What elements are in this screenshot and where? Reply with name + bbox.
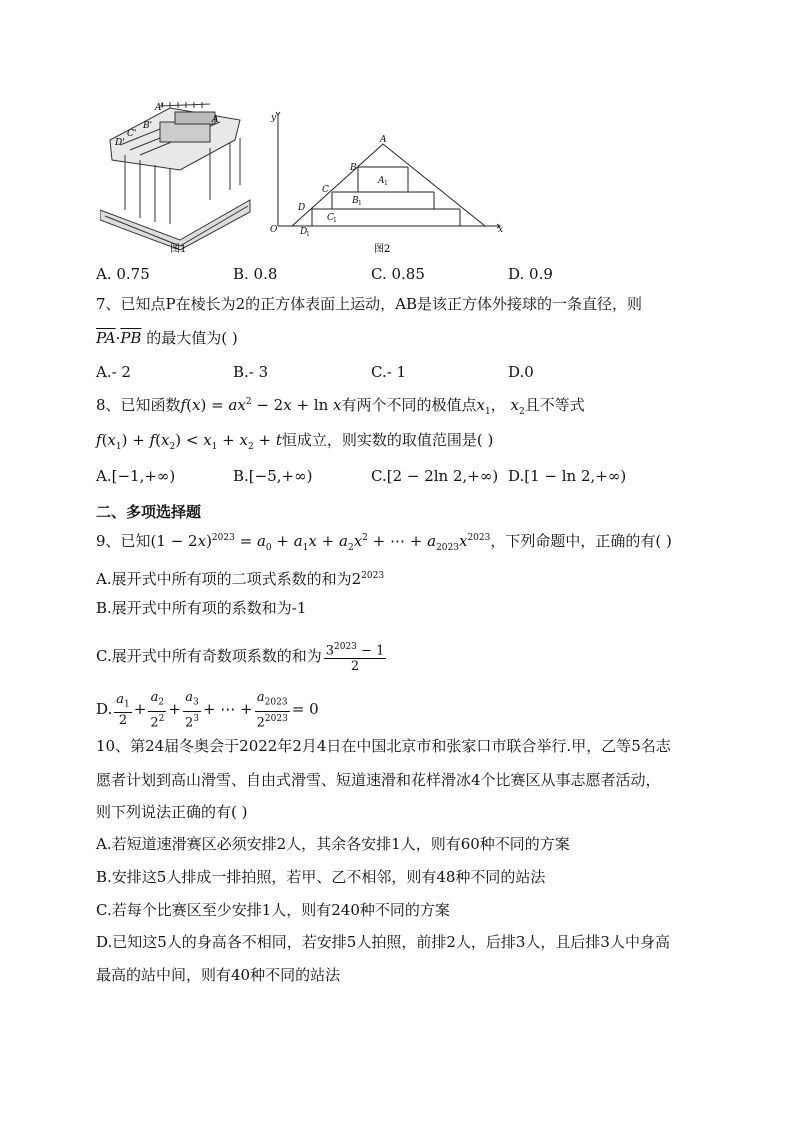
- q9-option-a: A.展开式中所有项的二项式系数的和为$2^{2023}$: [96, 570, 385, 588]
- q7-option-c: C.- 1: [371, 363, 407, 381]
- q10-option-b: B.安排这5人排成一排拍照，若甲、乙不相邻，则有48种不同的站法: [96, 868, 546, 886]
- q10-option-d-line1: D.已知这5人的身高各不相同，若安排5人拍照，前排2人，后排3人，且后排3人中身高: [96, 933, 670, 951]
- q9-stem-pre: 9、已知: [96, 532, 151, 550]
- figure-illustrations: [100, 100, 520, 258]
- fig2-label-b: B: [350, 163, 357, 173]
- q9-option-a-exponent: 2023: [361, 571, 385, 581]
- q7-stem: 7、已知点P在棱长为2的正方体表面上运动，AB是该正方体外接球的一条直径，则: [96, 295, 643, 313]
- q9-stem-post: ，下列命题中，正确的有( ): [490, 532, 672, 550]
- q9-stem: 9、已知$(1 - 2x)^{2023} = a_0 + a_1x + a_2x^2$ + ⋯ + $a_{2023}x^{2023}$，下列命题中，正确的有( ): [96, 532, 672, 553]
- q8-option-b: B.[−5,+∞): [233, 467, 313, 485]
- q8-stem-line2-post: 恒成立，则实数的取值范围是( ): [281, 431, 494, 449]
- q9-option-b: B.展开式中所有项的系数和为-1: [96, 599, 307, 617]
- fig2-label-c1-sub: 1: [333, 217, 337, 224]
- q8-function: f: [180, 396, 187, 414]
- fig2-label-d: D: [298, 203, 306, 213]
- q7-vector-pa: $\overline{PA}$: [96, 329, 116, 347]
- q7-vector-pb: $\overline{PB}$: [120, 329, 142, 347]
- q8-option-c: C.[2 − 2ln 2,+∞): [371, 467, 499, 485]
- section-heading-multiple-choice: 二、多项选择题: [96, 503, 202, 521]
- q9-option-d-prefix: D.: [96, 699, 113, 718]
- q9-option-d: D. $\frac{a_1}{2}$ + $\frac{a_2}{2^2}$ + $\frac{a_3}{2^3}$ + ⋯ + $\frac{a_{2023}}{2^{2023}}$ = 0: [96, 690, 319, 730]
- fig2-origin: O: [270, 225, 278, 235]
- q8-stem-mid: 有两个不同的极值点: [341, 396, 477, 414]
- q6-option-d: D. 0.9: [508, 265, 553, 283]
- fig2-label-c1: C: [327, 213, 334, 223]
- q8-stem-line2: $f(x_1) + f(x_2) < x_1 + x_2 + t$恒成立，则实数的取值范围是( ): [96, 431, 494, 452]
- fig1-label-d-prime: D': [115, 138, 125, 148]
- fig2-label-c: C: [322, 185, 329, 195]
- q7-option-b: B.- 3: [233, 363, 269, 381]
- fig1-building-drawing: [100, 102, 250, 250]
- q8-option-a: A.[−1,+∞): [96, 467, 176, 485]
- q8-stem-pre: 8、已知函数: [96, 396, 181, 414]
- fig2-diagram: [276, 112, 500, 228]
- fig2-label-a1: A: [378, 176, 385, 186]
- q10-stem-line1: 10、第24届冬奥会于2022年2月4日在中国北京市和张家口市联合举行.甲，乙等5名志: [96, 737, 671, 755]
- q6-option-c: C. 0.85: [371, 265, 425, 283]
- q10-option-c: C.若每个比赛区至少安排1人，则有240种不同的方案: [96, 901, 450, 919]
- q9-option-c: C.展开式中所有奇数项系数的和为 $\frac{3^{2023} - 1}{2}$: [96, 642, 385, 675]
- fig2-label-d1-sub: 1: [306, 231, 310, 238]
- q10-stem-line3: 则下列说法正确的有( ): [96, 803, 248, 821]
- q7-dot: ·: [115, 329, 121, 347]
- figures-area: [100, 100, 520, 258]
- q10-option-d-line2: 最高的站中间，则有40种不同的站法: [96, 966, 341, 984]
- q9-option-a-text: A.展开式中所有项的二项式系数的和为: [96, 570, 352, 588]
- fig2-label-a: A: [380, 135, 387, 145]
- fig2-axis-y: y: [271, 113, 277, 123]
- fig2-label-b1: B: [352, 196, 359, 206]
- fig1-label-c-prime: C': [127, 129, 137, 139]
- fig2-label-d1: D: [300, 227, 308, 237]
- fig1-label-a: A: [212, 115, 219, 125]
- q7-option-d: D.0: [508, 363, 534, 381]
- q8-stem: 8、已知函数$f(x) = ax^2 - 2x + \ln x$有两个不同的极值点$x_1$， $x_2$且不等式: [96, 396, 585, 417]
- fig1-label-a-prime: A': [155, 103, 164, 113]
- q6-option-a: A. 0.75: [96, 265, 150, 283]
- fig1-caption: 图1: [170, 244, 187, 255]
- fig1-label-b-prime: B': [143, 121, 153, 131]
- fig2-label-a1-sub: 1: [384, 180, 388, 187]
- q8-option-d: D.[1 − ln 2,+∞): [508, 467, 627, 485]
- q10-option-a: A.若短道速滑赛区必须安排2人，其余各安排1人，则有60种不同的方案: [96, 835, 570, 853]
- q6-option-b: B. 0.8: [233, 265, 278, 283]
- fig2-caption: 图2: [374, 244, 391, 255]
- q7-option-a: A.- 2: [96, 363, 131, 381]
- q8-stem-post: 且不等式: [524, 396, 585, 414]
- q7-stem-tail: 的最大值为( ): [146, 329, 238, 347]
- q9-option-c-text: C.展开式中所有奇数项系数的和为: [96, 647, 322, 666]
- fig2-axis-x: x: [498, 225, 504, 235]
- q10-stem-line2: 愿者计划到高山滑雪、自由式滑雪、短道速滑和花样滑冰4个比赛区从事志愿者活动，: [96, 771, 661, 789]
- fig2-label-b1-sub: 1: [358, 200, 362, 207]
- q7-stem-line2: [96, 328, 238, 348]
